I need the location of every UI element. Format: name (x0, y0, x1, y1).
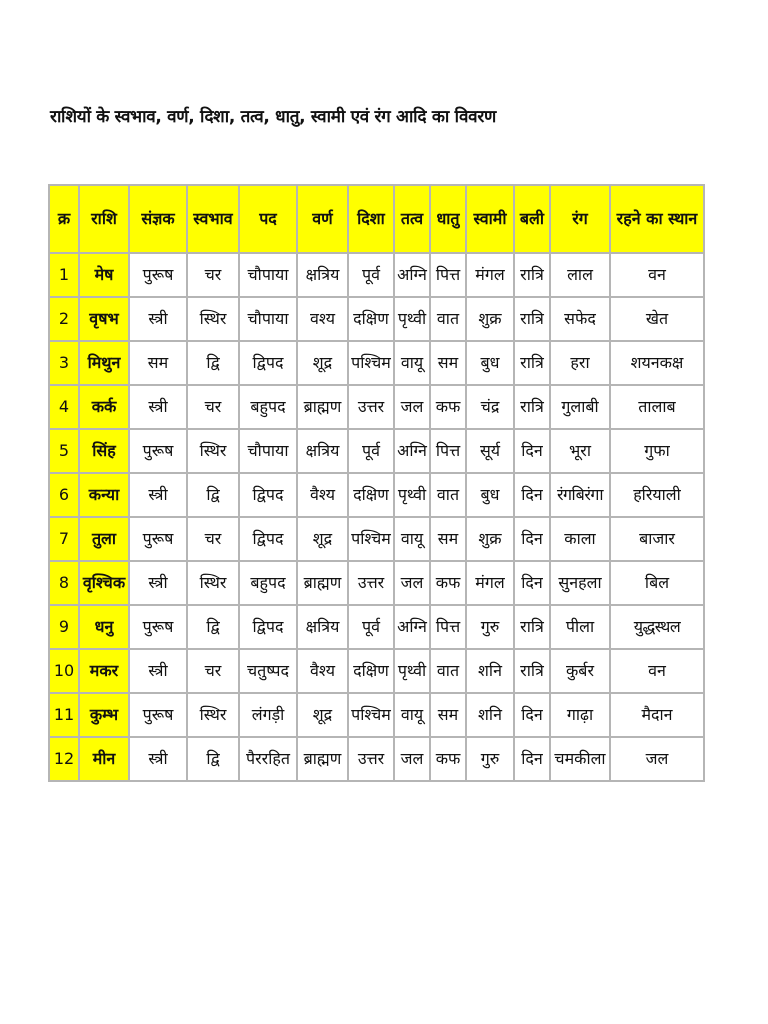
cell-sangyak: पुरूष (129, 429, 187, 473)
cell-tatva: वायू (394, 341, 430, 385)
cell-sthan: मैदान (610, 693, 704, 737)
cell-pad: द्विपद (239, 473, 297, 517)
cell-sangyak: स्त्री (129, 649, 187, 693)
cell-disha: उत्तर (348, 561, 394, 605)
cell-swabhav: द्वि (187, 605, 239, 649)
cell-rang: भूरा (550, 429, 610, 473)
header-cell-dhatu: धातु (430, 185, 466, 253)
header-cell-disha: दिशा (348, 185, 394, 253)
cell-varn: क्षत्रिय (297, 429, 348, 473)
cell-bali: रात्रि (514, 341, 550, 385)
cell-dhatu: कफ (430, 737, 466, 781)
header-cell-rang: रंग (550, 185, 610, 253)
cell-number: 1 (49, 253, 79, 297)
cell-swami: मंगल (466, 253, 514, 297)
header-cell-swami: स्वामी (466, 185, 514, 253)
cell-tatva: पृथ्वी (394, 649, 430, 693)
cell-pad: द्विपद (239, 605, 297, 649)
cell-swami: गुरु (466, 605, 514, 649)
cell-rang: सफेद (550, 297, 610, 341)
cell-bali: दिन (514, 429, 550, 473)
cell-pad: बहुपद (239, 561, 297, 605)
cell-swami: गुरु (466, 737, 514, 781)
cell-pad: चौपाया (239, 429, 297, 473)
cell-sthan: हरियाली (610, 473, 704, 517)
cell-tatva: अग्नि (394, 253, 430, 297)
cell-number: 4 (49, 385, 79, 429)
cell-sthan: गुफा (610, 429, 704, 473)
cell-sthan: तालाब (610, 385, 704, 429)
cell-bali: रात्रि (514, 385, 550, 429)
cell-tatva: अग्नि (394, 429, 430, 473)
table-row (49, 473, 704, 517)
cell-tatva: अग्नि (394, 605, 430, 649)
cell-disha: पूर्व (348, 605, 394, 649)
cell-varn: वश्य (297, 297, 348, 341)
cell-sthan: बाजार (610, 517, 704, 561)
cell-sangyak: पुरूष (129, 605, 187, 649)
cell-disha: दक्षिण (348, 473, 394, 517)
cell-rashi: तुला (79, 517, 129, 561)
cell-dhatu: पित्त (430, 429, 466, 473)
cell-number: 10 (49, 649, 79, 693)
cell-varn: शूद्र (297, 693, 348, 737)
cell-sthan: शयनकक्ष (610, 341, 704, 385)
cell-swami: बुध (466, 473, 514, 517)
cell-pad: चौपाया (239, 253, 297, 297)
table-row (49, 693, 704, 737)
cell-bali: दिन (514, 517, 550, 561)
cell-dhatu: पित्त (430, 605, 466, 649)
cell-disha: पश्चिम (348, 693, 394, 737)
cell-disha: पूर्व (348, 253, 394, 297)
cell-swami: मंगल (466, 561, 514, 605)
cell-sthan: वन (610, 253, 704, 297)
cell-sangyak: पुरूष (129, 517, 187, 561)
cell-rang: पीला (550, 605, 610, 649)
cell-swabhav: चर (187, 649, 239, 693)
table-row (49, 253, 704, 297)
cell-sangyak: स्त्री (129, 297, 187, 341)
cell-swami: बुध (466, 341, 514, 385)
cell-swabhav: चर (187, 517, 239, 561)
table-row (49, 517, 704, 561)
cell-sangyak: स्त्री (129, 561, 187, 605)
cell-varn: ब्राह्मण (297, 561, 348, 605)
cell-dhatu: कफ (430, 385, 466, 429)
cell-dhatu: वात (430, 473, 466, 517)
table-row (49, 385, 704, 429)
cell-disha: दक्षिण (348, 297, 394, 341)
cell-rang: गुलाबी (550, 385, 610, 429)
cell-tatva: जल (394, 385, 430, 429)
table-row (49, 649, 704, 693)
cell-swabhav: स्थिर (187, 693, 239, 737)
table-body (49, 253, 704, 781)
cell-rashi: मेष (79, 253, 129, 297)
cell-sthan: जल (610, 737, 704, 781)
cell-dhatu: सम (430, 693, 466, 737)
cell-varn: ब्राह्मण (297, 737, 348, 781)
cell-swabhav: चर (187, 385, 239, 429)
cell-sangyak: पुरूष (129, 253, 187, 297)
cell-tatva: जल (394, 561, 430, 605)
cell-number: 9 (49, 605, 79, 649)
cell-sangyak: स्त्री (129, 737, 187, 781)
cell-sthan: खेत (610, 297, 704, 341)
cell-rashi: वृषभ (79, 297, 129, 341)
cell-disha: उत्तर (348, 385, 394, 429)
cell-sangyak: पुरूष (129, 693, 187, 737)
cell-rang: लाल (550, 253, 610, 297)
cell-sthan: वन (610, 649, 704, 693)
cell-number: 12 (49, 737, 79, 781)
cell-rang: काला (550, 517, 610, 561)
cell-rang: कुर्बर (550, 649, 610, 693)
cell-rang: गाढ़ा (550, 693, 610, 737)
cell-bali: दिन (514, 561, 550, 605)
cell-dhatu: सम (430, 341, 466, 385)
cell-rang: हरा (550, 341, 610, 385)
cell-swami: शनि (466, 649, 514, 693)
cell-swabhav: द्वि (187, 737, 239, 781)
cell-pad: द्विपद (239, 517, 297, 561)
cell-swabhav: स्थिर (187, 429, 239, 473)
cell-disha: उत्तर (348, 737, 394, 781)
header-cell-sangyak: संज्ञक (129, 185, 187, 253)
cell-pad: पैररहित (239, 737, 297, 781)
cell-bali: रात्रि (514, 605, 550, 649)
cell-dhatu: वात (430, 649, 466, 693)
cell-sthan: युद्धस्थल (610, 605, 704, 649)
cell-rashi: कुम्भ (79, 693, 129, 737)
header-cell-number: क्र (49, 185, 79, 253)
cell-rang: चमकीला (550, 737, 610, 781)
cell-sangyak: स्त्री (129, 385, 187, 429)
cell-swabhav: द्वि (187, 473, 239, 517)
cell-tatva: पृथ्वी (394, 297, 430, 341)
cell-rashi: कर्क (79, 385, 129, 429)
cell-swabhav: द्वि (187, 341, 239, 385)
cell-bali: रात्रि (514, 253, 550, 297)
cell-bali: रात्रि (514, 297, 550, 341)
cell-bali: दिन (514, 473, 550, 517)
cell-tatva: वायू (394, 693, 430, 737)
cell-swami: शुक्र (466, 297, 514, 341)
cell-swabhav: स्थिर (187, 561, 239, 605)
cell-rashi: सिंह (79, 429, 129, 473)
table-row (49, 561, 704, 605)
cell-pad: चौपाया (239, 297, 297, 341)
cell-varn: क्षत्रिय (297, 253, 348, 297)
cell-swami: चंद्र (466, 385, 514, 429)
cell-tatva: जल (394, 737, 430, 781)
cell-pad: लंगड़ी (239, 693, 297, 737)
cell-varn: शूद्र (297, 517, 348, 561)
cell-number: 7 (49, 517, 79, 561)
rashi-table (48, 184, 705, 782)
cell-number: 3 (49, 341, 79, 385)
cell-swami: सूर्य (466, 429, 514, 473)
cell-bali: रात्रि (514, 649, 550, 693)
header-cell-rashi: राशि (79, 185, 129, 253)
cell-sangyak: स्त्री (129, 473, 187, 517)
cell-number: 6 (49, 473, 79, 517)
cell-dhatu: कफ (430, 561, 466, 605)
cell-rang: रंगबिरंगा (550, 473, 610, 517)
table-row (49, 341, 704, 385)
header-cell-pad: पद (239, 185, 297, 253)
cell-dhatu: सम (430, 517, 466, 561)
cell-disha: पश्चिम (348, 517, 394, 561)
cell-rashi: मिथुन (79, 341, 129, 385)
header-cell-tatva: तत्व (394, 185, 430, 253)
cell-number: 8 (49, 561, 79, 605)
cell-sangyak: सम (129, 341, 187, 385)
cell-swabhav: स्थिर (187, 297, 239, 341)
cell-dhatu: वात (430, 297, 466, 341)
header-cell-varn: वर्ण (297, 185, 348, 253)
cell-pad: चतुष्पद (239, 649, 297, 693)
table-header-row (49, 185, 704, 253)
cell-rashi: कन्या (79, 473, 129, 517)
cell-varn: शूद्र (297, 341, 348, 385)
cell-disha: पूर्व (348, 429, 394, 473)
cell-varn: ब्राह्मण (297, 385, 348, 429)
cell-rashi: मकर (79, 649, 129, 693)
table-row (49, 429, 704, 473)
cell-varn: वैश्य (297, 473, 348, 517)
cell-swami: शनि (466, 693, 514, 737)
cell-rashi: मीन (79, 737, 129, 781)
cell-tatva: वायू (394, 517, 430, 561)
cell-number: 5 (49, 429, 79, 473)
cell-number: 11 (49, 693, 79, 737)
cell-pad: द्विपद (239, 341, 297, 385)
cell-varn: वैश्य (297, 649, 348, 693)
header-cell-bali: बली (514, 185, 550, 253)
cell-disha: पश्चिम (348, 341, 394, 385)
cell-swabhav: चर (187, 253, 239, 297)
cell-bali: दिन (514, 737, 550, 781)
cell-pad: बहुपद (239, 385, 297, 429)
cell-tatva: पृथ्वी (394, 473, 430, 517)
cell-sthan: बिल (610, 561, 704, 605)
cell-rang: सुनहला (550, 561, 610, 605)
cell-dhatu: पित्त (430, 253, 466, 297)
header-cell-sthan: रहने का स्थान (610, 185, 704, 253)
cell-rashi: धनु (79, 605, 129, 649)
cell-bali: दिन (514, 693, 550, 737)
cell-disha: दक्षिण (348, 649, 394, 693)
page-title: राशियों के स्वभाव, वर्ण, दिशा, तत्व, धातु, स्वामी एवं रंग आदि का विवरण (50, 107, 496, 127)
cell-number: 2 (49, 297, 79, 341)
table-row (49, 605, 704, 649)
table-row (49, 297, 704, 341)
cell-rashi: वृश्चिक (79, 561, 129, 605)
header-cell-swabhav: स्वभाव (187, 185, 239, 253)
table-row (49, 737, 704, 781)
cell-swami: शुक्र (466, 517, 514, 561)
cell-varn: क्षत्रिय (297, 605, 348, 649)
